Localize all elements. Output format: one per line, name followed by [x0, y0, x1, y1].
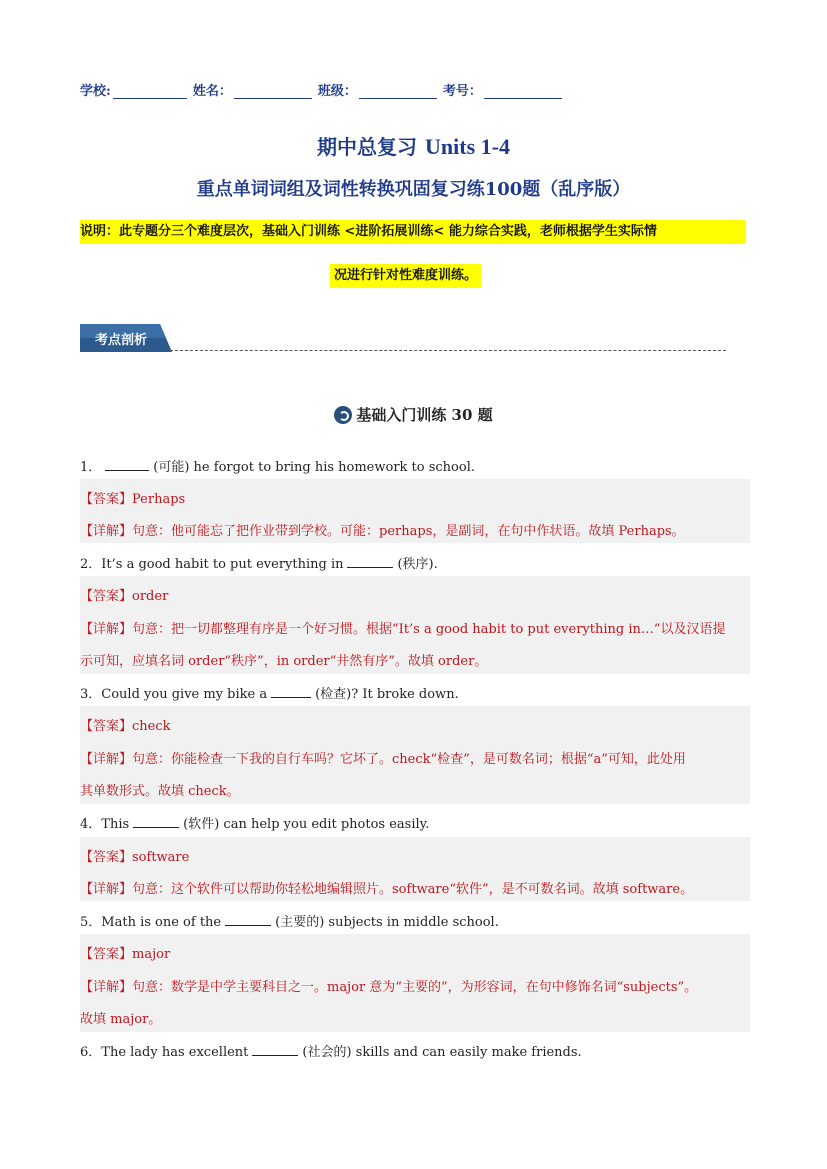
divider: [170, 350, 726, 351]
explanation-3-cont: 其单数形式。故填 check。: [80, 784, 240, 799]
school-field[interactable]: 学校:: [80, 80, 187, 99]
student-info-row: [80, 80, 568, 99]
question-1: 1． (可能) he forgot to bring his homework to school.: [80, 460, 475, 475]
class-field[interactable]: 班级：: [318, 80, 437, 99]
section-tag: 考点剖析: [80, 324, 172, 352]
answer-blank[interactable]: [252, 1043, 298, 1056]
name-field[interactable]: 姓名：: [193, 80, 312, 99]
answer-2: 【答案】order: [80, 589, 169, 604]
answer-blank[interactable]: [347, 555, 393, 568]
section-circle-icon: [334, 406, 352, 424]
answer-blank[interactable]: [271, 685, 311, 698]
question-2: 2．It’s a good habit to put everything in (秩序).: [80, 557, 438, 572]
section-title: 基础入门训练 30 题: [0, 404, 827, 425]
explanation-2: 【详解】句意：把一切都整理有序是一个好习惯。根据“It’s a good habit to put everything in…”以及汉语提: [80, 622, 726, 637]
question-6: 6．The lady has excellent (社会的) skills and can easily make friends.: [80, 1045, 582, 1060]
question-4: 4．This (软件) can help you edit photos easily.: [80, 817, 430, 832]
instruction-note-line-1: 说明：此专题分三个难度层次，基础入门训练 <进阶拓展训练< 能力综合实践，老师根据学生实际情: [80, 220, 746, 244]
explanation-5-cont: 故填 major。: [80, 1012, 162, 1027]
explanation-5: 【详解】句意：数学是中学主要科目之一。major 意为“主要的”，为形容词，在句中修饰名词“subjects”。: [80, 980, 698, 995]
answer-1: 【答案】Perhaps: [80, 492, 186, 507]
explanation-4: 【详解】句意：这个软件可以帮助你轻松地编辑照片。software“软件”，是不可数名词。故填 software。: [80, 882, 694, 897]
page-title: 期中总复习 Units 1-4: [317, 134, 510, 159]
exam-number-field[interactable]: 考号：: [443, 80, 562, 99]
page-subtitle: 重点单词词组及词性转换巩固复习练100题（乱序版）: [196, 179, 631, 200]
answer-3: 【答案】check: [80, 719, 171, 734]
answer-blank[interactable]: [105, 458, 149, 471]
question-5: 5．Math is one of the (主要的) subjects in middle school.: [80, 915, 499, 930]
question-3: 3．Could you give my bike a (检查)? It broke down.: [80, 687, 459, 702]
explanation-2-cont: 示可知，应填名词 order“秩序”，in order“井然有序”。故填 order。: [80, 654, 488, 669]
answer-4: 【答案】software: [80, 850, 190, 865]
explanation-3: 【详解】句意：你能检查一下我的自行车吗？它坏了。check“检查”，是可数名词；根据“a”可知，此处用: [80, 752, 686, 767]
instruction-note-line-2: 况进行针对性难度训练。: [330, 264, 481, 288]
answer-5: 【答案】major: [80, 947, 171, 962]
answer-blank[interactable]: [225, 913, 271, 926]
answer-blank[interactable]: [133, 815, 179, 828]
explanation-1: 【详解】句意：他可能忘了把作业带到学校。可能：perhaps，是副词，在句中作状语。故填 Perhaps。: [80, 524, 685, 539]
